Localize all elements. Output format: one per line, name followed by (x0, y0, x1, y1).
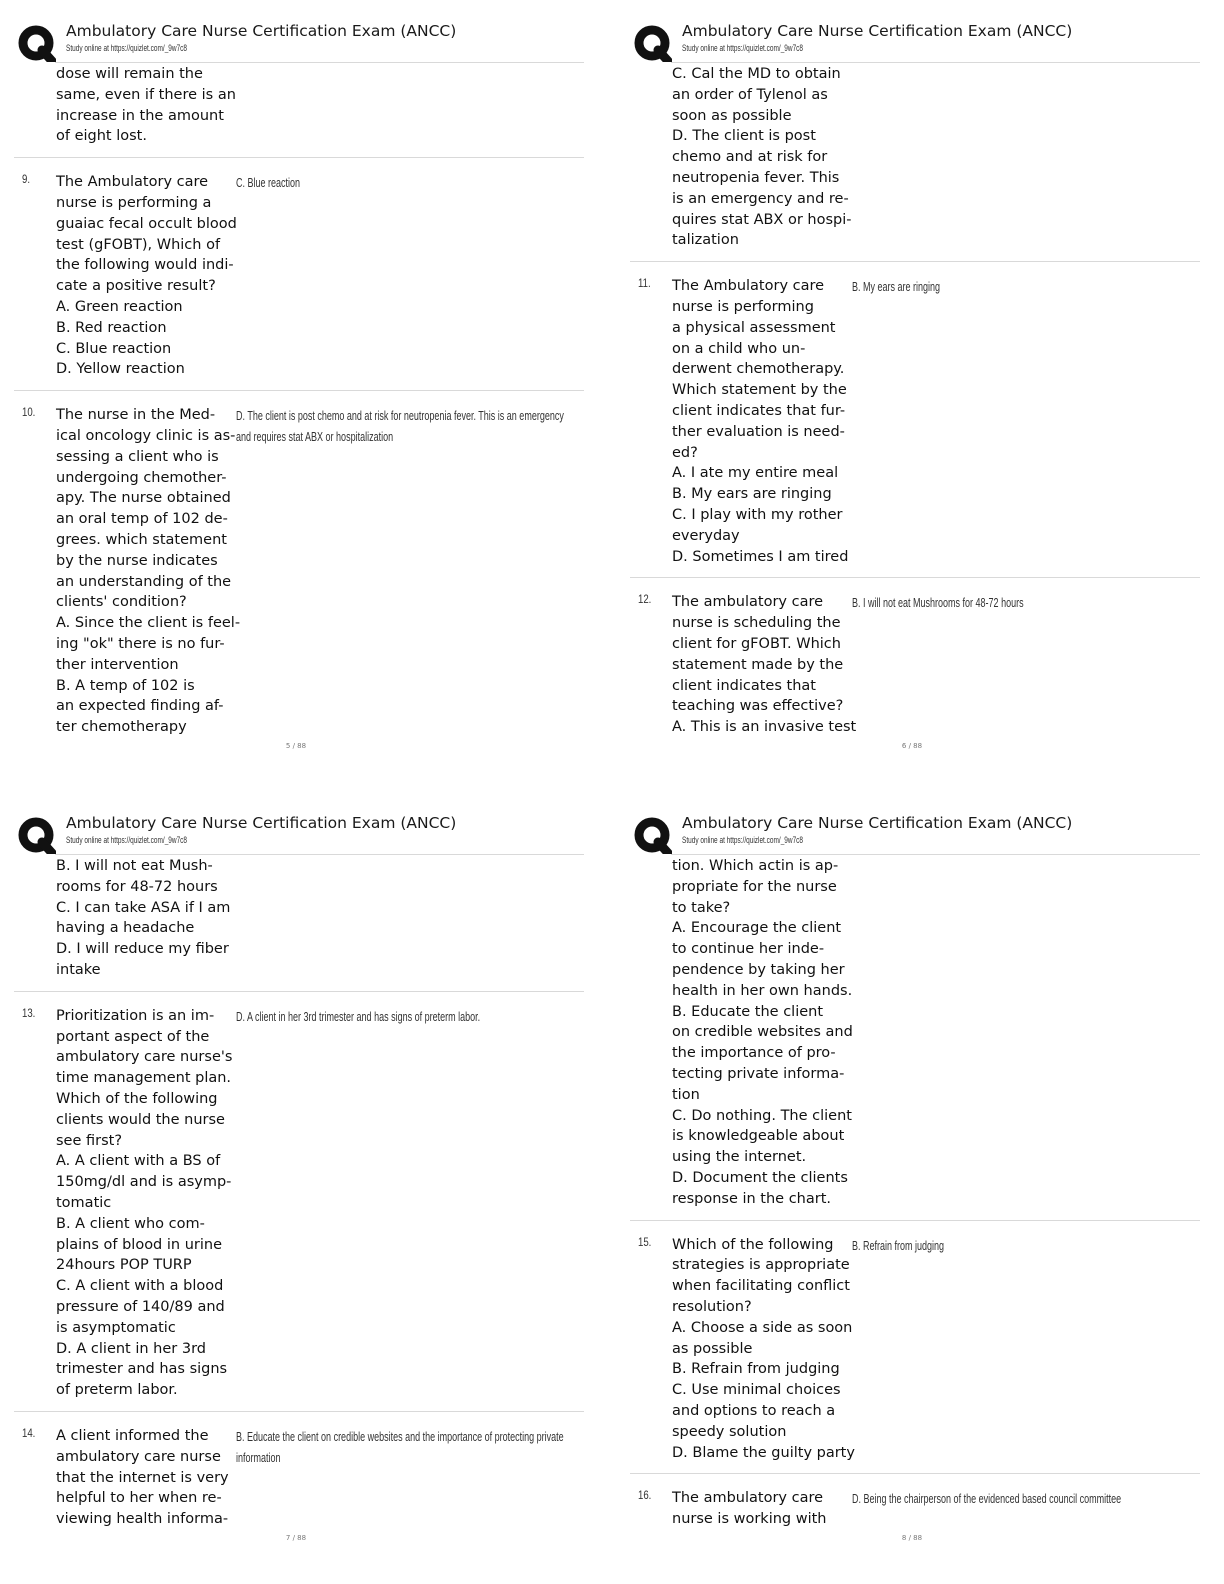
answer-text: B. My ears are ringing (852, 280, 941, 295)
text-line: quires stat ABX or hospi- (672, 211, 852, 228)
text-line: helpful to her when re- (56, 1490, 222, 1507)
answer-text: B. Refrain from judging (852, 1238, 945, 1253)
page-header (630, 810, 1200, 852)
text-line: increase in the amount (56, 107, 224, 124)
text-line: derwent chemotherapy. (672, 361, 845, 378)
continued-text-body (672, 64, 854, 251)
text-line: ed? (672, 444, 698, 461)
text-line: nurse is working with (672, 1511, 827, 1528)
text-line: tomatic (56, 1194, 112, 1211)
text-line: clients' condition? (56, 594, 187, 611)
text-line: B. Refrain from judging (672, 1361, 840, 1378)
text-line: A client informed the (56, 1428, 209, 1444)
page-4 (616, 792, 1208, 1572)
text-line: an order of Tylenol as (672, 86, 828, 103)
text-line: time management plan. (56, 1070, 232, 1087)
text-line: when facilitating conflict (672, 1278, 850, 1295)
question-number: 13. (22, 1005, 36, 1020)
text-line: tion (672, 1086, 700, 1103)
text-line: tion. Which actin is ap- (672, 858, 839, 874)
text-line: B. Educate the client (672, 1003, 824, 1020)
header-divider (55, 854, 584, 855)
quizlet-logo-icon (634, 24, 672, 62)
text-line: ambulatory care nurse's (56, 1049, 233, 1066)
text-line: an oral temp of 102 de- (56, 511, 228, 528)
page-number: 8 / 88 (901, 1534, 923, 1542)
text-line: A. Green reaction (56, 298, 183, 315)
text-line: on a child who un- (672, 340, 806, 357)
question-text (672, 276, 854, 567)
page-header (14, 18, 584, 60)
text-line: client indicates that (672, 677, 816, 694)
text-line: A. I ate my entire meal (672, 465, 839, 482)
text-line: strategies is appropriate (672, 1257, 850, 1274)
answer-text: B. I will not eat Mushrooms for 48-72 hours (852, 596, 1024, 611)
text-line: A. Choose a side as soon (672, 1319, 853, 1336)
question-text (56, 172, 238, 380)
text-line: The ambulatory care (672, 1490, 824, 1507)
answer-text: D. Being the chairperson of the evidenced based council committee (852, 1492, 1122, 1507)
question-divider (630, 261, 1200, 262)
text-line: chemo and at risk for (672, 149, 828, 166)
text-line: viewing health informa- (56, 1511, 229, 1528)
text-line: D. Document the clients (672, 1169, 848, 1186)
text-line: C. Use minimal choices (672, 1382, 841, 1399)
text-line: statement made by the (672, 656, 844, 673)
continued-text-body (56, 856, 238, 981)
text-line: B. Red reaction (56, 319, 167, 336)
text-line: ical oncology clinic is as- (56, 427, 236, 444)
question-divider (14, 157, 584, 158)
question-text (56, 1006, 238, 1401)
header-subtitle: Study online at https://quizlet.com/_9w7c8 (682, 43, 804, 53)
page-number: 6 / 88 (901, 742, 923, 750)
text-line: of eight lost. (56, 128, 147, 145)
text-line: rooms for 48-72 hours (56, 878, 218, 895)
question-divider (630, 1473, 1200, 1474)
text-line: by the nurse indicates (56, 552, 218, 569)
answer-text: D. The client is post chemo and at risk for neutropenia fever. This is an emergency and requires stat ABX or hospitalization (236, 409, 564, 444)
header-divider (55, 62, 584, 63)
text-line: nurse is performing a (56, 194, 212, 211)
text-line: A. This is an invasive test (672, 719, 857, 736)
text-line: on credible websites and (672, 1024, 853, 1041)
text-line: A. Since the client is feel- (56, 615, 241, 632)
question-number: 16. (638, 1488, 652, 1503)
text-line: same, even if there is an (56, 86, 236, 103)
text-line: grees. which statement (56, 531, 227, 548)
text-line: D. The client is post (672, 128, 816, 145)
header-subtitle: Study online at https://quizlet.com/_9w7c8 (66, 835, 188, 845)
text-line: that the internet is very (56, 1469, 229, 1486)
text-line: trimester and has signs (56, 1361, 228, 1378)
text-line: undergoing chemother- (56, 469, 227, 486)
page-number: 5 / 88 (285, 742, 307, 750)
text-line: dose will remain the (56, 66, 203, 82)
text-line: C. Blue reaction (56, 340, 172, 357)
answer-text: C. Blue reaction (236, 176, 301, 191)
text-line: client indicates that fur- (672, 402, 846, 419)
text-line: pressure of 140/89 and (56, 1298, 225, 1315)
answer-text: D. A client in her 3rd trimester and has signs of preterm labor. (236, 1009, 481, 1024)
quizlet-logo-icon (18, 816, 56, 854)
text-line: C. A client with a blood (56, 1278, 224, 1295)
text-line: The nurse in the Med- (56, 407, 216, 424)
text-line: A. A client with a BS of (56, 1153, 221, 1170)
page-header (630, 18, 1200, 60)
page-1 (0, 0, 592, 780)
text-line: tecting private informa- (672, 1065, 845, 1082)
text-line: response in the chart. (672, 1190, 832, 1207)
text-line: client for gFOBT. Which (672, 635, 841, 652)
text-line: 24hours POP TURP (56, 1257, 192, 1274)
text-line: speedy solution (672, 1423, 787, 1440)
text-line: intake (56, 961, 101, 978)
text-line: ing "ok" there is no fur- (56, 635, 225, 652)
text-line: is knowledgeable about (672, 1128, 845, 1145)
text-line: Prioritization is an im- (56, 1007, 215, 1024)
page-number: 7 / 88 (285, 1534, 307, 1542)
text-line: teaching was effective? (672, 698, 844, 715)
text-line: to continue her inde- (672, 941, 825, 958)
text-line: a physical assessment (672, 319, 836, 336)
continued-text-body (56, 64, 238, 147)
text-line: A. Encourage the client (672, 920, 842, 937)
header-title: Ambulatory Care Nurse Certification Exam (ANCC) (682, 814, 1073, 832)
question-divider (14, 991, 584, 992)
text-line: C. Do nothing. The client (672, 1107, 852, 1124)
text-line: nurse is scheduling the (672, 615, 841, 632)
text-line: guaiac fecal occult blood (56, 215, 237, 232)
text-line: nurse is performing (672, 298, 814, 315)
question-number: 9. (22, 172, 31, 187)
text-line: using the internet. (672, 1149, 807, 1166)
text-line: resolution? (672, 1298, 752, 1315)
text-line: Which of the following (56, 1090, 218, 1107)
text-line: D. A client in her 3rd (56, 1340, 206, 1357)
text-line: sessing a client who is (56, 448, 219, 465)
header-title: Ambulatory Care Nurse Certification Exam (ANCC) (66, 814, 457, 832)
text-line: B. A temp of 102 is (56, 677, 195, 694)
question-text (672, 592, 857, 738)
text-line: everyday (672, 527, 740, 544)
text-line: ambulatory care nurse (56, 1448, 221, 1465)
text-line: apy. The nurse obtained (56, 490, 231, 507)
text-line: The Ambulatory care (56, 174, 209, 191)
question-divider (14, 390, 584, 391)
text-line: Which statement by the (672, 382, 847, 399)
continued-text-body (672, 856, 854, 1210)
text-line: B. I will not eat Mush- (56, 858, 213, 874)
text-line: portant aspect of the (56, 1028, 210, 1045)
text-line: ter chemotherapy (56, 719, 187, 736)
text-line: is asymptomatic (56, 1319, 176, 1336)
text-line: B. My ears are ringing (672, 486, 832, 503)
text-line: is an emergency and re- (672, 190, 849, 207)
header-divider (671, 62, 1200, 63)
text-line: talization (672, 232, 739, 249)
question-number: 15. (638, 1234, 652, 1249)
question-number: 10. (22, 405, 36, 420)
text-line: having a headache (56, 920, 195, 937)
text-line: to take? (672, 899, 731, 916)
text-line: ther evaluation is need- (672, 423, 845, 440)
question-text (672, 1488, 854, 1530)
page-3 (0, 792, 592, 1572)
quizlet-logo-icon (634, 816, 672, 854)
text-line: as possible (672, 1340, 753, 1357)
header-subtitle: Study online at https://quizlet.com/_9w7c8 (682, 835, 804, 845)
text-line: B. A client who com- (56, 1215, 205, 1232)
header-subtitle: Study online at https://quizlet.com/_9w7c8 (66, 43, 188, 53)
text-line: plains of blood in urine (56, 1236, 222, 1253)
question-divider (14, 1411, 584, 1412)
text-line: health in her own hands. (672, 982, 853, 999)
question-text (672, 1235, 854, 1464)
text-line: pendence by taking her (672, 961, 845, 978)
text-line: cate a positive result? (56, 278, 216, 295)
header-title: Ambulatory Care Nurse Certification Exam (ANCC) (682, 22, 1073, 40)
text-line: the importance of pro- (672, 1045, 836, 1062)
question-text (56, 1426, 238, 1530)
text-line: of preterm labor. (56, 1382, 178, 1399)
text-line: C. I play with my rother (672, 506, 843, 523)
question-number: 12. (638, 592, 652, 607)
text-line: 150mg/dl and is asymp- (56, 1174, 232, 1191)
text-line: D. Yellow reaction (56, 361, 185, 378)
text-line: see first? (56, 1132, 123, 1149)
text-line: test (gFOBT), Which of (56, 236, 221, 253)
question-text (56, 405, 241, 738)
text-line: neutropenia fever. This (672, 169, 840, 186)
page-header (14, 810, 584, 852)
text-line: ther intervention (56, 656, 179, 673)
text-line: soon as possible (672, 107, 792, 124)
text-line: Which of the following (672, 1236, 834, 1253)
text-line: D. I will reduce my fiber (56, 941, 229, 958)
text-line: and options to reach a (672, 1402, 836, 1419)
text-line: the following would indi- (56, 257, 234, 274)
text-line: an understanding of the (56, 573, 232, 590)
text-line: propriate for the nurse (672, 878, 837, 895)
text-line: D. Sometimes I am tired (672, 548, 849, 565)
page-2 (616, 0, 1208, 780)
text-line: The ambulatory care (672, 594, 824, 611)
text-line: C. I can take ASA if I am (56, 899, 231, 916)
question-number: 11. (638, 276, 651, 291)
text-line: C. Cal the MD to obtain (672, 66, 841, 82)
question-divider (630, 1220, 1200, 1221)
text-line: The Ambulatory care (672, 278, 825, 295)
text-line: clients would the nurse (56, 1111, 225, 1128)
question-number: 14. (22, 1426, 36, 1440)
quizlet-logo-icon (18, 24, 56, 62)
question-divider (630, 577, 1200, 578)
text-line: an expected finding af- (56, 698, 224, 715)
text-line: D. Blame the guilty party (672, 1444, 855, 1461)
header-title: Ambulatory Care Nurse Certification Exam (ANCC) (66, 22, 457, 40)
header-divider (671, 854, 1200, 855)
answer-text: B. Educate the client on credible websites and the importance of protecting private information (236, 1430, 564, 1465)
